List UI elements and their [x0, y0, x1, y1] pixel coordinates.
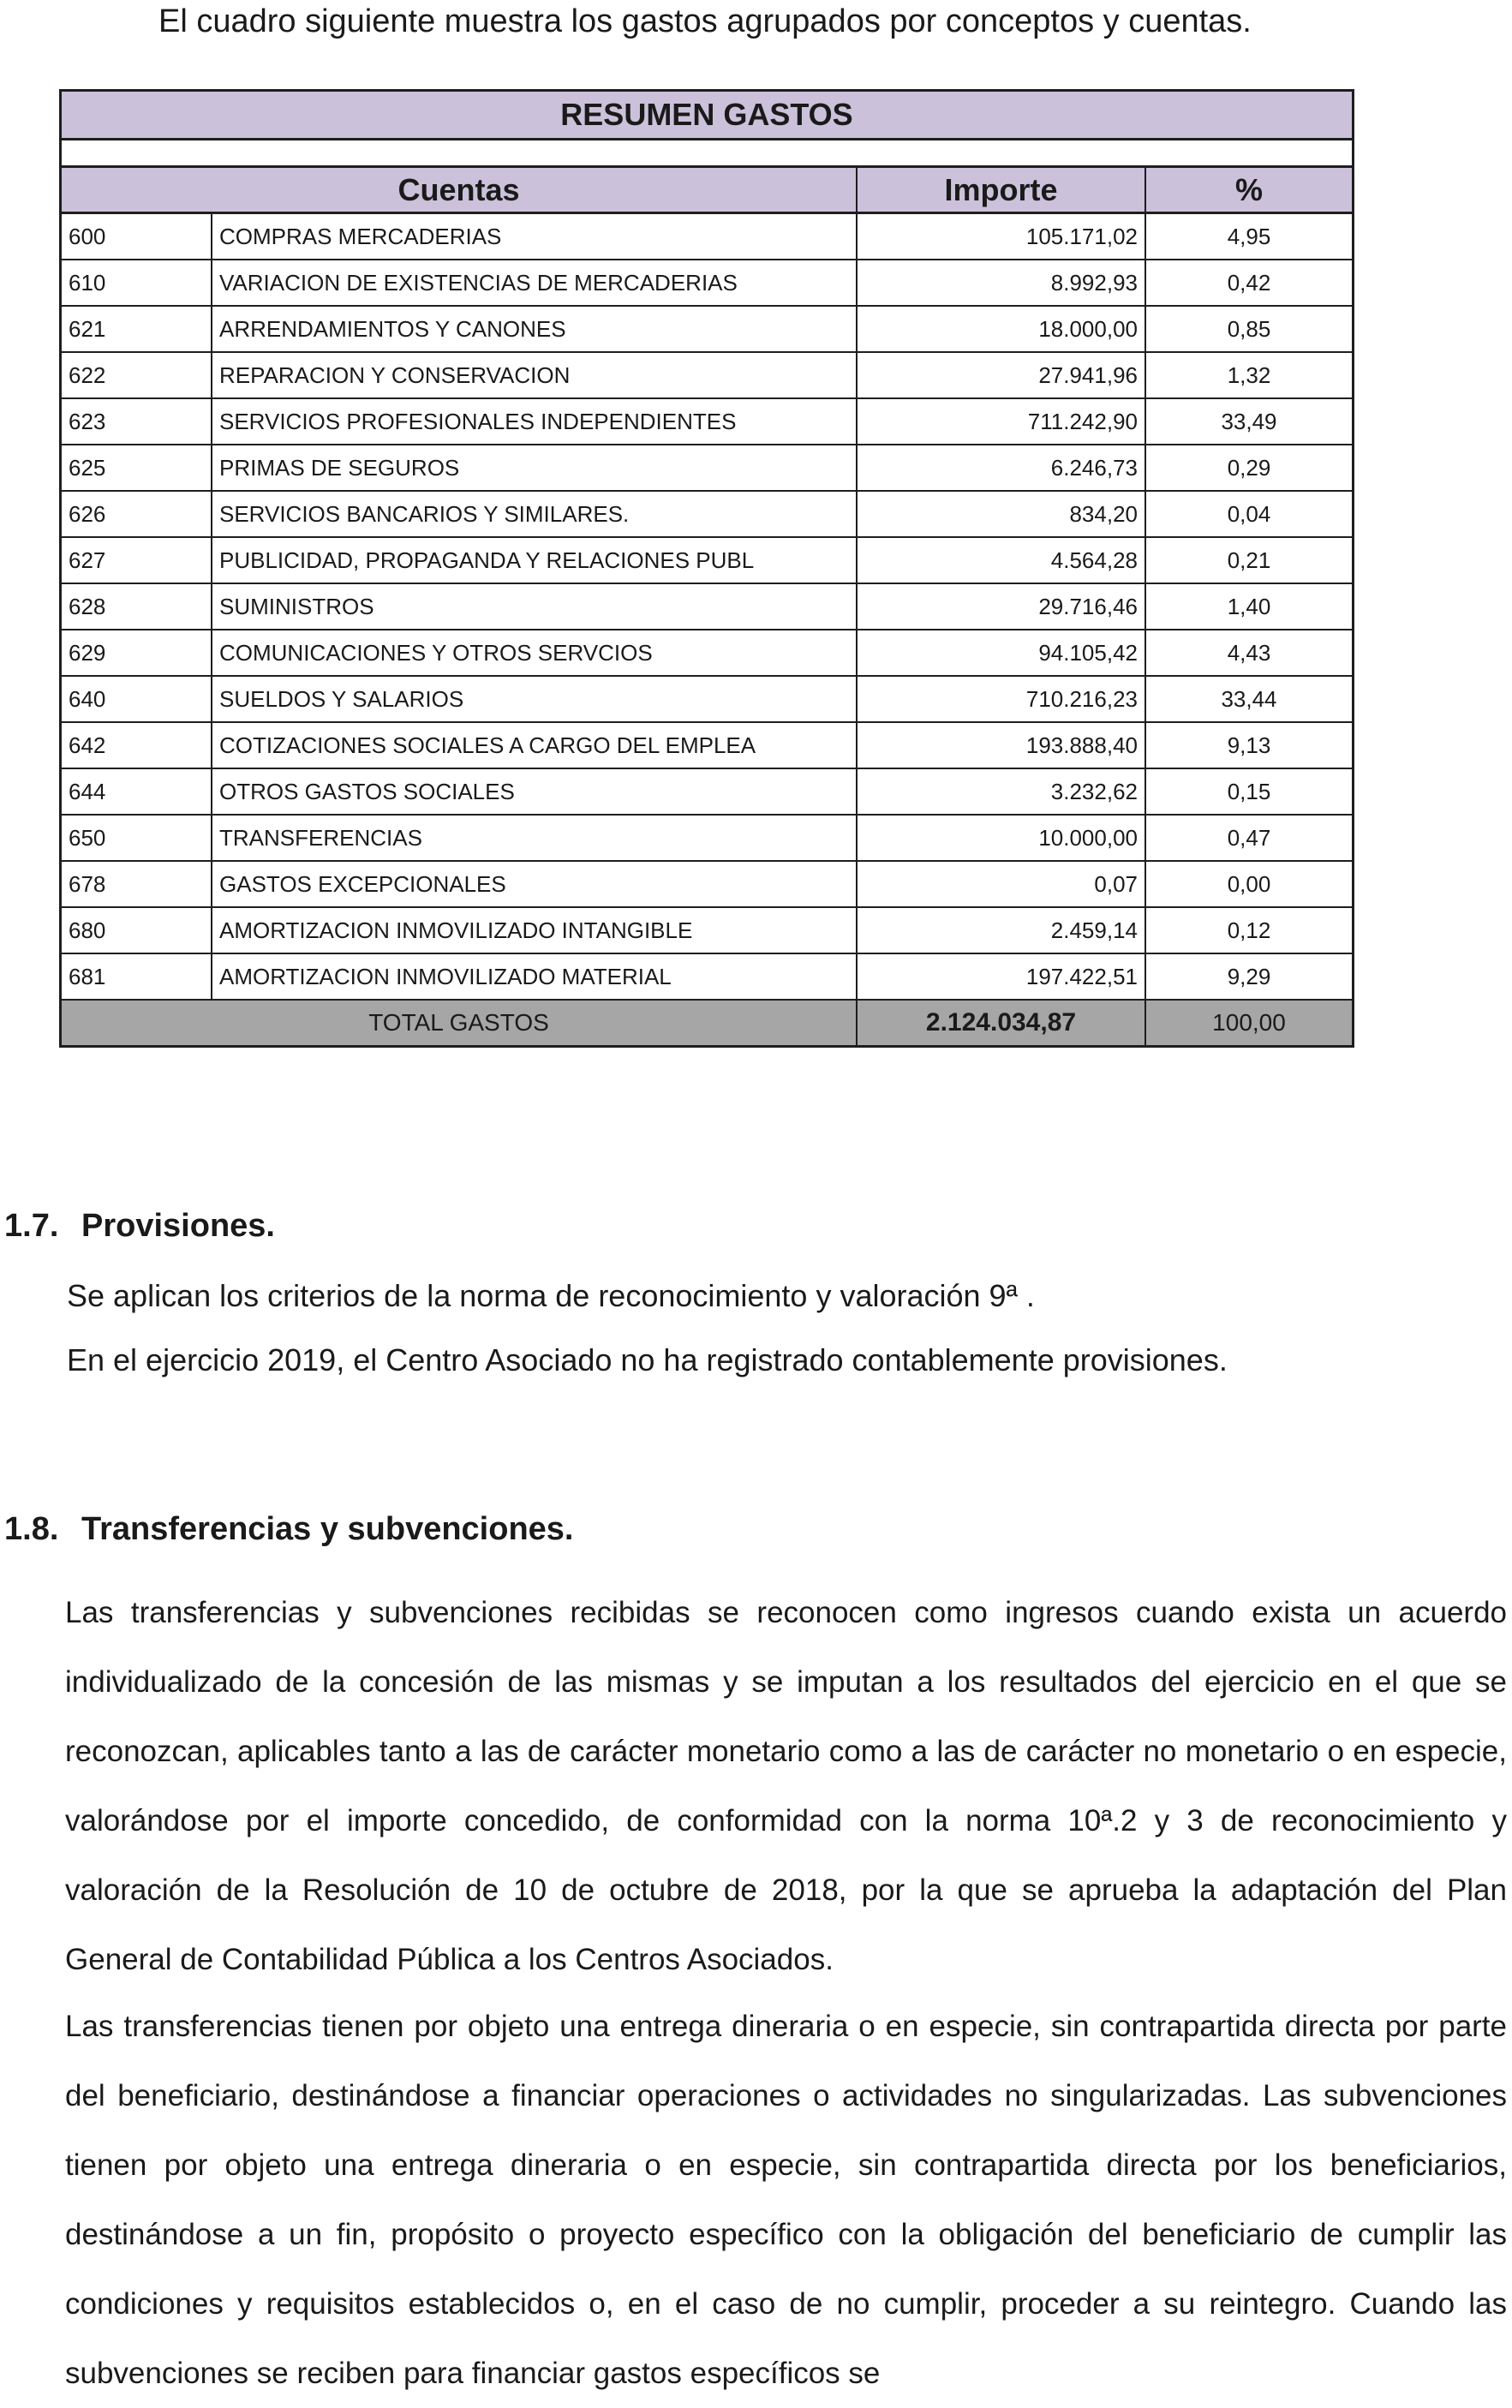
account-description: GASTOS EXCEPCIONALES [212, 861, 857, 907]
section-1-8-heading [4, 1509, 574, 1549]
account-percent: 0,21 [1145, 537, 1352, 583]
account-description: OTROS GASTOS SOCIALES [212, 768, 857, 815]
intro-text: El cuadro siguiente muestra los gastos agrupados por conceptos y cuentas. [158, 3, 1252, 39]
section-1-7-title: Provisiones. [81, 1208, 275, 1244]
header-cuentas: Cuentas [62, 168, 857, 213]
account-amount: 2.459,14 [857, 907, 1145, 953]
account-code: 640 [62, 676, 212, 722]
total-label: TOTAL GASTOS [62, 1000, 857, 1045]
account-percent: 0,42 [1145, 260, 1352, 306]
account-amount: 0,07 [857, 861, 1145, 907]
account-code: 623 [62, 398, 212, 445]
header-percent: % [1145, 168, 1352, 213]
account-percent: 9,29 [1145, 953, 1352, 1000]
transferencias-paragraph-2: Las transferencias tienen por objeto una entrega dineraria o en especie, sin contrapartida directa por parte del beneficiario, destinándose a financiar operaciones o actividades no singularizadas. Las subvenciones tienen por objeto una entrega dineraria o en especie, sin contrapartida directa por los beneficiarios, destinándose a un fin, propósito o proyecto específico con la obligación del beneficiario de cumplir las condiciones y requisitos establecidos o, en el caso de no cumplir, proceder a su reintegro. Cuando las subvenciones se reciben para financiar gastos específicos se [65, 2010, 1507, 2390]
account-amount: 834,20 [857, 491, 1145, 537]
table-row [62, 352, 1352, 398]
table-row [62, 768, 1352, 815]
table-row [62, 583, 1352, 630]
account-percent: 0,04 [1145, 491, 1352, 537]
provisiones-line-1: Se aplican los criterios de la norma de reconocimiento y valoración 9ª . [67, 1278, 1035, 1313]
account-description: SUMINISTROS [212, 583, 857, 630]
account-percent: 9,13 [1145, 722, 1352, 768]
table-row [62, 306, 1352, 352]
account-percent: 1,32 [1145, 352, 1352, 398]
account-amount: 3.232,62 [857, 768, 1145, 815]
account-description: REPARACION Y CONSERVACION [212, 352, 857, 398]
account-description: COTIZACIONES SOCIALES A CARGO DEL EMPLEA [212, 722, 857, 768]
account-code: 629 [62, 630, 212, 676]
account-amount: 6.246,73 [857, 445, 1145, 491]
account-code: 681 [62, 953, 212, 1000]
account-percent: 4,43 [1145, 630, 1352, 676]
total-percent: 100,00 [1145, 1000, 1352, 1045]
account-amount: 193.888,40 [857, 722, 1145, 768]
account-code: 627 [62, 537, 212, 583]
account-description: AMORTIZACION INMOVILIZADO INTANGIBLE [212, 907, 857, 953]
account-amount: 29.716,46 [857, 583, 1145, 630]
account-code: 600 [62, 213, 212, 260]
account-code: 644 [62, 768, 212, 815]
account-percent: 0,12 [1145, 907, 1352, 953]
table-row [62, 537, 1352, 583]
account-amount: 94.105,42 [857, 630, 1145, 676]
provisiones-line-2: En el ejercicio 2019, el Centro Asociado no ha registrado contablemente provisiones. [67, 1342, 1228, 1377]
table-body [62, 213, 1352, 1001]
account-description: VARIACION DE EXISTENCIAS DE MERCADERIAS [212, 260, 857, 306]
table-row [62, 491, 1352, 537]
account-percent: 0,00 [1145, 861, 1352, 907]
table-row [62, 953, 1352, 1000]
section-1-7-heading [4, 1206, 275, 1246]
account-description: SERVICIOS BANCARIOS Y SIMILARES. [212, 491, 857, 537]
table-row [62, 815, 1352, 861]
account-percent: 33,44 [1145, 676, 1352, 722]
section-1-8-number: 1.8. [4, 1511, 59, 1547]
account-code: 642 [62, 722, 212, 768]
table-spacer-row [62, 140, 1352, 168]
account-code: 610 [62, 260, 212, 306]
account-code: 626 [62, 491, 212, 537]
section-1-7-number: 1.7. [4, 1208, 59, 1244]
header-importe: Importe [857, 168, 1145, 213]
account-amount: 18.000,00 [857, 306, 1145, 352]
account-description: PRIMAS DE SEGUROS [212, 445, 857, 491]
account-amount: 10.000,00 [857, 815, 1145, 861]
account-percent: 0,47 [1145, 815, 1352, 861]
table-row [62, 260, 1352, 306]
account-code: 625 [62, 445, 212, 491]
table-row [62, 722, 1352, 768]
table-row [62, 676, 1352, 722]
total-row [62, 1000, 1352, 1045]
total-amount: 2.124.034,87 [857, 1000, 1145, 1045]
account-percent: 0,85 [1145, 306, 1352, 352]
table-row [62, 213, 1352, 260]
account-amount: 197.422,51 [857, 953, 1145, 1000]
table-title: RESUMEN GASTOS [62, 92, 1352, 140]
account-description: COMPRAS MERCADERIAS [212, 213, 857, 260]
table-row [62, 630, 1352, 676]
account-percent: 0,15 [1145, 768, 1352, 815]
account-description: SERVICIOS PROFESIONALES INDEPENDIENTES [212, 398, 857, 445]
account-code: 622 [62, 352, 212, 398]
account-code: 621 [62, 306, 212, 352]
account-amount: 105.171,02 [857, 213, 1145, 260]
account-amount: 710.216,23 [857, 676, 1145, 722]
account-description: ARRENDAMIENTOS Y CANONES [212, 306, 857, 352]
table-row [62, 861, 1352, 907]
table-header-row [62, 168, 1352, 213]
account-percent: 1,40 [1145, 583, 1352, 630]
account-code: 678 [62, 861, 212, 907]
account-code: 680 [62, 907, 212, 953]
gastos-grid [62, 168, 1352, 1045]
account-percent: 0,29 [1145, 445, 1352, 491]
account-amount: 27.941,96 [857, 352, 1145, 398]
account-code: 628 [62, 583, 212, 630]
account-amount: 8.992,93 [857, 260, 1145, 306]
account-amount: 4.564,28 [857, 537, 1145, 583]
account-percent: 4,95 [1145, 213, 1352, 260]
account-amount: 711.242,90 [857, 398, 1145, 445]
section-1-8-title: Transferencias y subvenciones. [81, 1511, 574, 1547]
account-description: AMORTIZACION INMOVILIZADO MATERIAL [212, 953, 857, 1000]
table-row [62, 398, 1352, 445]
account-description: TRANSFERENCIAS [212, 815, 857, 861]
resumen-gastos-table [59, 89, 1354, 1048]
account-description: SUELDOS Y SALARIOS [212, 676, 857, 722]
table-row [62, 907, 1352, 953]
account-percent: 33,49 [1145, 398, 1352, 445]
table-row [62, 445, 1352, 491]
account-code: 650 [62, 815, 212, 861]
transferencias-paragraph-1: Las transferencias y subvenciones recibidas se reconocen como ingresos cuando exista un acuerdo individualizado de la concesión de las mismas y se imputan a los resultados del ejercicio en el que se reconozcan, aplicables tanto a las de carácter monetario como a las de carácter no monetario o en especie, valorándose por el importe concedido, de conformidad con la norma 10ª.2 y 3 de reconocimiento y valoración de la Resolución de 10 de octubre de 2018, por la que se aprueba la adaptación del Plan General de Contabilidad Pública a los Centros Asociados. [65, 1596, 1507, 1976]
account-description: PUBLICIDAD, PROPAGANDA Y RELACIONES PUBL [212, 537, 857, 583]
account-description: COMUNICACIONES Y OTROS SERVCIOS [212, 630, 857, 676]
